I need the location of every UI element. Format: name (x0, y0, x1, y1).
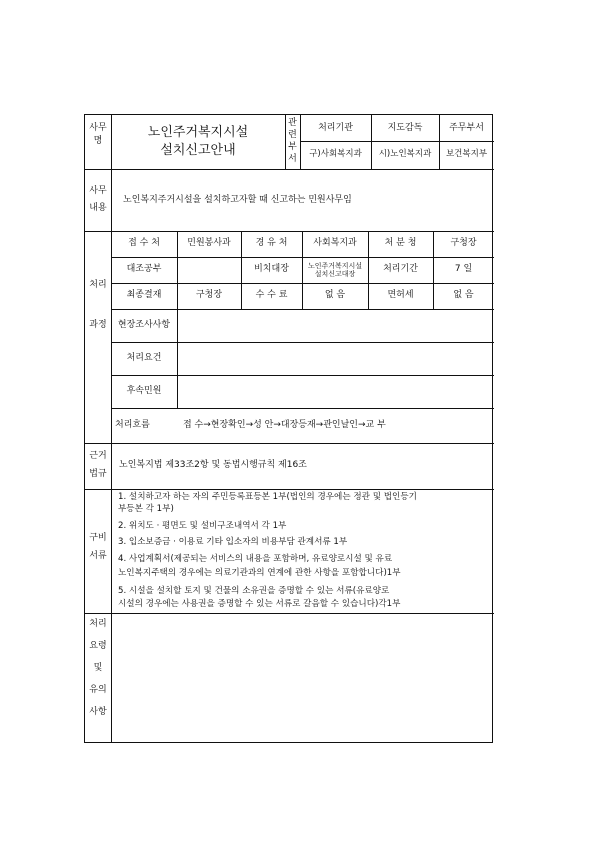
documents-line: 3. 입소보증금 · 이용료 기타 입소자의 비용부담 관계서류 1부 (118, 537, 348, 547)
col-divider (111, 443, 112, 489)
processing-org-header: 처리기관 (318, 123, 353, 133)
ledger-value: 노인주거복지시설 설치신고대장 (307, 262, 363, 278)
notes-label-3: 및 (93, 663, 103, 673)
content-text: 노인복지주거시설을 설치하고자할 때 신고하는 민원사무임 (123, 195, 352, 205)
title-line2: 설치신고안내 (160, 143, 236, 158)
site-check-label: 현장조사사항 (117, 320, 171, 330)
row-divider (85, 489, 494, 490)
documents-line: 2. 위치도 · 평면도 및 설비구조내역서 각 1부 (118, 521, 287, 531)
documents-line: 4. 사업계획서(제공되는 서비스의 내용을 포함하며, 유료양로시설 및 유료 (118, 554, 393, 564)
supervision-header: 지도감독 (387, 123, 423, 133)
notes-label-1: 처리 (89, 619, 107, 629)
documents-line: 부등본 각 1부) (118, 504, 174, 514)
processing-org-value: 구)사회복지과 (309, 149, 362, 159)
receive-label: 접 수 처 (128, 238, 160, 248)
documents-line: 1. 설치하고자 하는 자의 주민등록표등본 1부(법인의 경우에는 정관 및 법인등기 (118, 492, 417, 502)
disposal-value: 구청장 (450, 238, 477, 248)
final-approval-label: 최종결재 (126, 290, 162, 300)
flow-label: 처리흐름 (115, 420, 150, 430)
supervision-value: 시)노인복지과 (378, 149, 432, 159)
license-tax-label: 면허세 (387, 290, 414, 300)
row-divider (111, 342, 494, 343)
process-label: 처리과정 (89, 280, 107, 330)
documents-label: 구비서류 (89, 533, 107, 561)
fee-value: 없 음 (324, 290, 346, 300)
content-label: 사무내용 (89, 186, 107, 213)
documents-line: 5. 시설을 설치할 토지 및 건물의 소유권을 증명할 수 있는 서류(유료양로 (118, 586, 390, 596)
competent-dept-value: 보건복지부 (445, 149, 488, 159)
row-divider (111, 408, 494, 409)
col-divider (111, 169, 112, 231)
col-divider (111, 613, 112, 742)
disposal-label: 처 분 청 (384, 238, 417, 248)
row-divider (300, 141, 494, 142)
requirements-label: 처리요건 (126, 353, 162, 363)
row-divider (85, 613, 494, 614)
row-divider (111, 309, 494, 310)
flow-value: 접 수→현장확인→성 안→대장등재→관인날인→교 부 (183, 420, 386, 430)
fee-label: 수 수 료 (255, 290, 288, 300)
final-approval-value: 구청장 (195, 290, 223, 300)
period-label: 처리기간 (383, 264, 418, 274)
followup-label: 후속민원 (126, 386, 162, 396)
col-divider (177, 231, 178, 408)
period-value: 7 일 (454, 264, 473, 274)
affairs-label: 사무명 (89, 123, 107, 146)
receive-value: 민원봉사과 (187, 238, 231, 248)
guide-form (84, 114, 493, 743)
related-dept-label: 관련부서 (288, 118, 297, 164)
agency-label: 대조공부 (126, 264, 162, 274)
via-label: 경 유 처 (255, 238, 288, 248)
ledger-label: 비치대장 (254, 264, 289, 274)
row-divider (85, 169, 494, 170)
license-tax-value: 없 음 (453, 290, 474, 300)
col-divider (111, 489, 112, 613)
row-divider (111, 375, 494, 376)
col-divider (111, 231, 112, 443)
row-divider (85, 443, 494, 444)
documents-line: 시설의 경우에는 사용권을 증명할 수 있는 서류로 갈음할 수 있습니다)각1부 (118, 599, 401, 609)
documents-line: 노인복지주택의 경우에는 의료기관과의 연계에 관한 사항을 포함합니다)1부 (118, 568, 401, 578)
competent-dept-header: 주무부서 (449, 123, 484, 133)
notes-label-4: 유의 (89, 685, 107, 695)
title-line1: 노인주거복지시설 (147, 125, 249, 140)
via-value: 사회복지과 (313, 238, 357, 248)
notes-label-2: 요령 (89, 641, 107, 651)
notes-label-5: 사항 (89, 707, 107, 717)
basis-label: 근거법규 (89, 451, 107, 479)
basis-text: 노인복지법 제33조2항 및 동법시행규칙 제16조 (119, 460, 307, 470)
